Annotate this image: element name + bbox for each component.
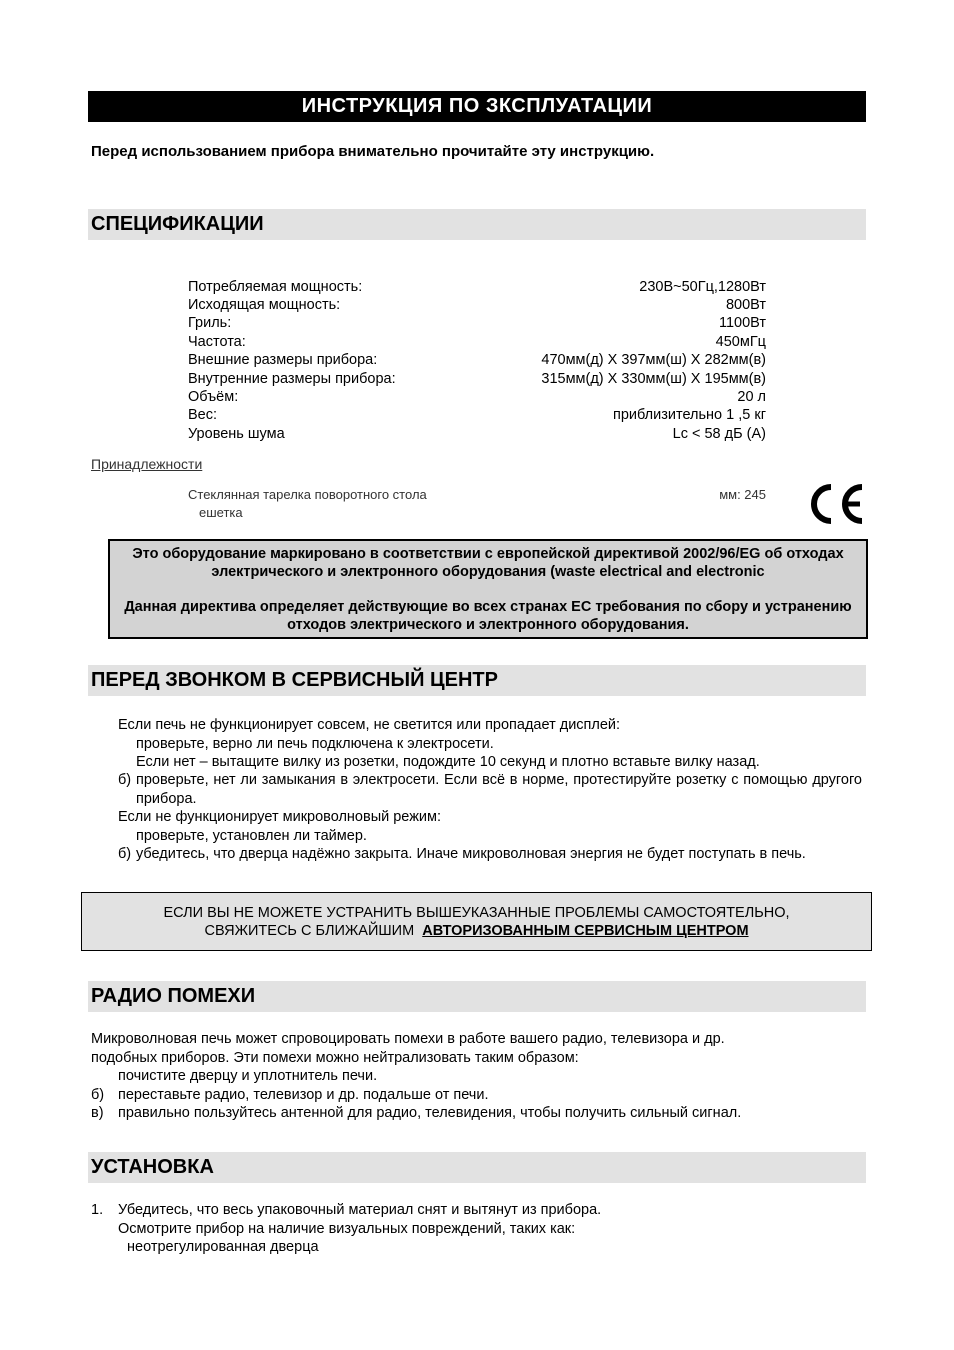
section-specs-heading: СПЕЦИФИКАЦИИ (88, 209, 866, 240)
ce-mark-icon (804, 481, 866, 527)
list-marker: б) (118, 772, 132, 788)
spec-row: Объём: 20 л (188, 389, 766, 405)
install-text: Осмотрите прибор на наличие визуальных повреждений, таких как: (118, 1221, 576, 1237)
section-radio-heading: РАДИО ПОМЕХИ (88, 981, 866, 1012)
spec-row: Исходящая мощность: 800Вт (188, 297, 766, 313)
service-text: Если печь не функционирует совсем, не светится или пропадает дисплей: (118, 717, 621, 733)
service-text: Если нет – вытащите вилку из розетки, подождите 10 секунд и плотно вставьте вилку назад. (136, 754, 760, 770)
install-text: неотрегулированная дверца (127, 1239, 319, 1255)
spec-row: Внешние размеры прибора: 470мм(д) X 397мм(ш) X 282мм(в) (188, 352, 766, 368)
spec-row: Уровень шума Lc < 58 дБ (А) (188, 426, 766, 442)
radio-text: почистите дверцу и уплотнитель печи. (118, 1068, 378, 1084)
accessories-title: Принадлежности (91, 456, 203, 472)
accessory-value: мм: 245 (719, 487, 766, 502)
spec-row: Вес: приблизительно 1 ,5 кг (188, 407, 766, 423)
weee-notice-box (108, 539, 868, 639)
spec-row: Внутренние размеры прибора: 315мм(д) X 330мм(ш) X 195мм(в) (188, 371, 766, 387)
radio-text: Микроволновая печь может спровоцировать помехи в работе вашего радио, телевизора и др. (91, 1031, 725, 1047)
radio-text: правильно пользуйтесь антенной для радио, телевидения, чтобы получить сильный сигнал. (118, 1105, 742, 1121)
list-marker: в) (91, 1105, 104, 1121)
service-box-line: ЕСЛИ ВЫ НЕ МОЖЕТЕ УСТРАНИТЬ ВЫШЕУКАЗАННЫЕ ПРОБЛЕМЫ САМОСТОЯТЕЛЬНО, (163, 905, 790, 921)
service-text: проверьте, верно ли печь подключена к электросети. (136, 736, 494, 752)
spec-row: Гриль: 1100Вт (188, 315, 766, 331)
service-contact-box (81, 892, 872, 951)
service-text: проверьте, нет ли замыкания в электросети. Если всё в норме, протестируйте розетку с помощью другого прибора. (136, 772, 862, 807)
spec-row: Частота: 450мГц (188, 334, 766, 350)
install-text: Убедитесь, что весь упаковочный материал снят и вытянут из прибора. (118, 1202, 602, 1218)
page-title: ИНСТРУКЦИЯ ПО ЗКСПЛУАТАЦИИ (88, 91, 866, 122)
section-service-heading: ПЕРЕД ЗВОНКОМ В СЕРВИСНЫЙ ЦЕНТР (88, 665, 866, 696)
spec-row: Потребляемая мощность: 230В~50Гц,1280Вт (188, 279, 766, 295)
service-text: проверьте, установлен ли таймер. (136, 828, 367, 844)
radio-text: подобных приборов. Эти помехи можно нейтрализовать таким образом: (91, 1050, 579, 1066)
weee-paragraph: Это оборудование маркировано в соответствии с европейской директивой 2002/96/EG об отходах электрического и электронного оборудования (waste electrical and electronic (132, 546, 844, 580)
weee-paragraph: Данная директива определяет действующие во всех странах ЕС требования по сбору и устранению отходов электрического и электронного оборудования. (124, 599, 852, 633)
service-center-link: АВТОРИЗОВАННЫМ СЕРВИСНЫМ ЦЕНТРОМ (422, 923, 749, 939)
list-marker: б) (91, 1087, 105, 1103)
list-marker: б) (118, 846, 132, 862)
intro-text: Перед использованием прибора внимательно прочитайте эту инструкцию. (91, 143, 655, 160)
service-list-item (118, 845, 862, 864)
service-box-line2: СВЯЖИТЕСЬ С БЛИЖАЙШИМ АВТОРИЗОВАННЫМ СЕРВИСНЫМ ЦЕНТРОМ (204, 923, 749, 939)
radio-text: переставьте радио, телевизор и др. подальше от печи. (118, 1087, 489, 1103)
section-install-heading: УСТАНОВКА (88, 1152, 866, 1183)
service-text: убедитесь, что дверца надёжно закрыта. Иначе микроволновая энергия не будет поступать в печь. (136, 846, 806, 862)
service-text: Если не функционирует микроволновый режим: (118, 809, 442, 825)
accessory-label: Стеклянная тарелка поворотного стола (188, 487, 427, 502)
service-list-item (118, 771, 862, 808)
accessory-label: ешетка (199, 505, 243, 520)
list-marker: 1. (91, 1202, 104, 1218)
